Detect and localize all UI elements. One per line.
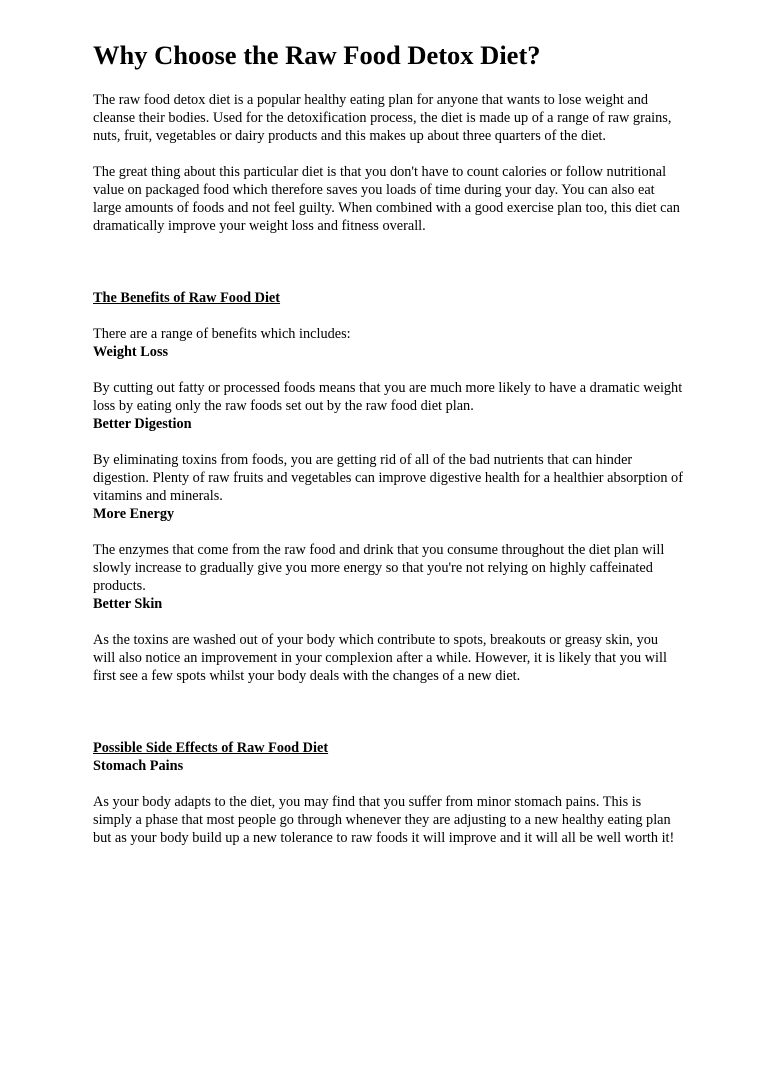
side-effect-text-stomach-pains: As your body adapts to the diet, you may find that you suffer from minor stomach pains. This is simply a phase that most people go through whenever they are adjusting to a new healthy eating plan but as your body build up a new tolerance to raw foods it will improve and it will all be well worth it! [93,794,675,846]
benefit-text-better-skin: As the toxins are washed out of your body which contribute to spots, breakouts or greasy skin, you will also notice an improvement in your complexion after a while. However, it is likely that you will first see a few spots whilst your body deals with the changes of a new diet. [93,632,667,684]
benefit-title-more-energy: More Energy [93,506,175,522]
benefit-text-more-energy: The enzymes that come from the raw food and drink that you consume throughout the diet plan will slowly increase to gradually give you more energy so that you're not relying on highly caffeinated products. [93,542,665,594]
intro-paragraph-1: The raw food detox diet is a popular healthy eating plan for anyone that wants to lose weight and cleanse their bodies. Used for the detoxification process, the diet is made up of a range of raw grains, nuts, fruit, vegetables or dairy products and this makes up about three quarters of the diet. [93,92,672,144]
side-effect-title-stomach-pains: Stomach Pains [93,758,184,774]
benefits-intro: There are a range of benefits which includes: [93,326,351,342]
document-page [93,38,683,847]
benefit-text-weight-loss: By cutting out fatty or processed foods means that you are much more likely to have a dramatic weight loss by eating only the raw foods set out by the raw food diet plan. [93,380,683,414]
side-effects-heading: Possible Side Effects of Raw Food Diet [93,740,329,756]
benefit-title-better-digestion: Better Digestion [93,416,192,432]
benefit-title-better-skin: Better Skin [93,596,163,612]
benefit-title-weight-loss: Weight Loss [93,344,169,360]
intro-paragraph-2: The great thing about this particular diet is that you don't have to count calories or follow nutritional value on packaged food which therefore saves you loads of time during your day. You can also eat large amounts of foods and not feel guilty. When combined with a good exercise plan too, this diet can dramatically improve your weight loss and fitness overall. [93,164,680,234]
benefit-text-better-digestion: By eliminating toxins from foods, you are getting rid of all of the bad nutrients that can hinder digestion. Plenty of raw fruits and vegetables can improve digestive health for a healthier absorption of vitamins and minerals. [93,452,683,504]
benefits-heading: The Benefits of Raw Food Diet [93,290,281,306]
page-title: Why Choose the Raw Food Detox Diet? [93,40,541,70]
